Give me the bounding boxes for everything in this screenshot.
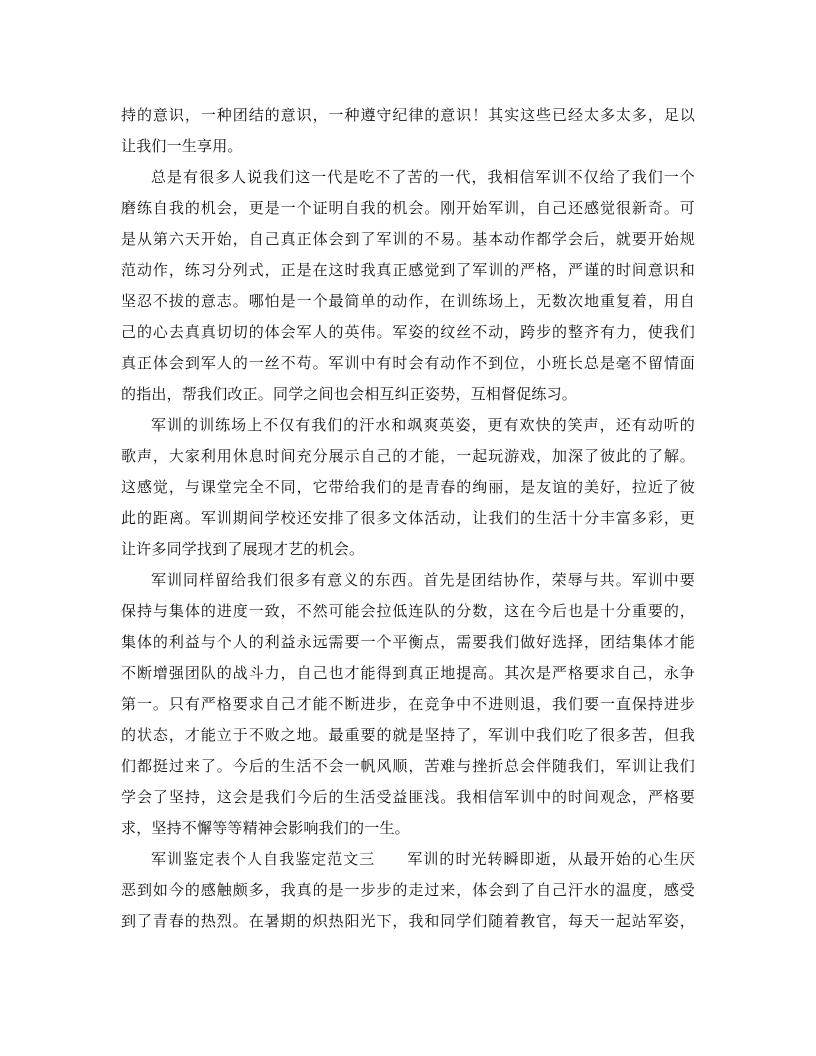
text-line: 求，坚持不懈等等精神会影响我们的一生。 xyxy=(121,819,410,837)
text-line: 己的心去真真切切的体会军人的英伟。军姿的纹丝不动，跨步的整齐有力，使我们 xyxy=(121,323,695,341)
paragraph-4 xyxy=(121,565,695,844)
text-line: 总是有很多人说我们这一代是吃不了苦的一代，我相信军训不仅给了我们一个 xyxy=(151,168,695,186)
text-line: 们都挺过来了。今后的生活不会一帆风顺，苦难与挫折总会伴随我们，军训让我们 xyxy=(121,757,695,775)
text-line: 第一。只有严格要求自己才能不断进步，在竞争中不进则退，我们要一直保持进步 xyxy=(121,695,695,713)
text-line: 学会了坚持，这会是我们今后的生活受益匪浅。我相信军训中的时间观念，严格要 xyxy=(121,788,695,806)
text-line: 保持与集体的进度一致，不然可能会拉低连队的分数，这在今后也是十分重要的， xyxy=(121,602,695,620)
text-line: 的状态，才能立于不败之地。最重要的就是坚持了，军训中我们吃了很多苦，但我 xyxy=(121,726,695,744)
text-line: 真正体会到军人的一丝不苟。军训中有时会有动作不到位，小班长总是毫不留情面 xyxy=(121,354,695,372)
text-line: 到了青春的热烈。在暑期的炽热阳光下，我和同学们随着教官，每天一起站军姿， xyxy=(121,912,695,930)
paragraph-2 xyxy=(121,162,695,410)
text-line: 此的距离。军训期间学校还安排了很多文体活动，让我们的生活十分丰富多彩，更 xyxy=(121,509,695,527)
text-line: 这感觉，与课堂完全不同，它带给我们的是青春的绚丽，是友谊的美好，拉近了彼 xyxy=(121,478,695,496)
text-line: 不断增强团队的战斗力，自己也才能得到真正地提高。其次是严格要求自己，永争 xyxy=(121,664,695,682)
text-line: 持的意识，一种团结的意识，一种遵守纪律的意识！其实这些已经太多太多，足以 xyxy=(121,106,695,124)
text-line: 集体的利益与个人的利益永远需要一个平衡点，需要我们做好选择，团结集体才能 xyxy=(121,633,695,651)
text-line: 是从第六天开始，自己真正体会到了军训的不易。基本动作都学会后，就要开始规 xyxy=(121,230,695,248)
text-line: 让许多同学找到了展现才艺的机会。 xyxy=(121,540,365,558)
text-line: 军训的训练场上不仅有我们的汗水和飒爽英姿，更有欢快的笑声，还有动听的 xyxy=(151,416,695,434)
text-line: 的指出，帮我们改正。同学之间也会相互纠正姿势，互相督促练习。 xyxy=(121,385,578,403)
text-line: 军训鉴定表个人自我鉴定范文三 军训的时光转瞬即逝，从最开始的心生厌 xyxy=(151,850,695,868)
text-line: 军训同样留给我们很多有意义的东西。首先是团结协作，荣辱与共。军训中要 xyxy=(151,571,695,589)
text-line: 恶到如今的感触颇多，我真的是一步步的走过来，体会到了自己汗水的温度，感受 xyxy=(121,881,695,899)
document-body xyxy=(121,100,695,937)
text-line: 坚忍不拔的意志。哪怕是一个最简单的动作，在训练场上，无数次地重复着，用自 xyxy=(121,292,695,310)
text-line: 磨练自我的机会，更是一个证明自我的机会。刚开始军训，自己还感觉很新奇。可 xyxy=(121,199,695,217)
text-line: 让我们一生享用。 xyxy=(121,137,243,155)
text-line: 歌声，大家利用休息时间充分展示自己的才能，一起玩游戏，加深了彼此的了解。 xyxy=(121,447,695,465)
paragraph-5 xyxy=(121,844,695,937)
paragraph-1 xyxy=(121,100,695,162)
paragraph-3 xyxy=(121,410,695,565)
text-line: 范动作，练习分列式，正是在这时我真正感觉到了军训的严格，严谨的时间意识和 xyxy=(121,261,695,279)
